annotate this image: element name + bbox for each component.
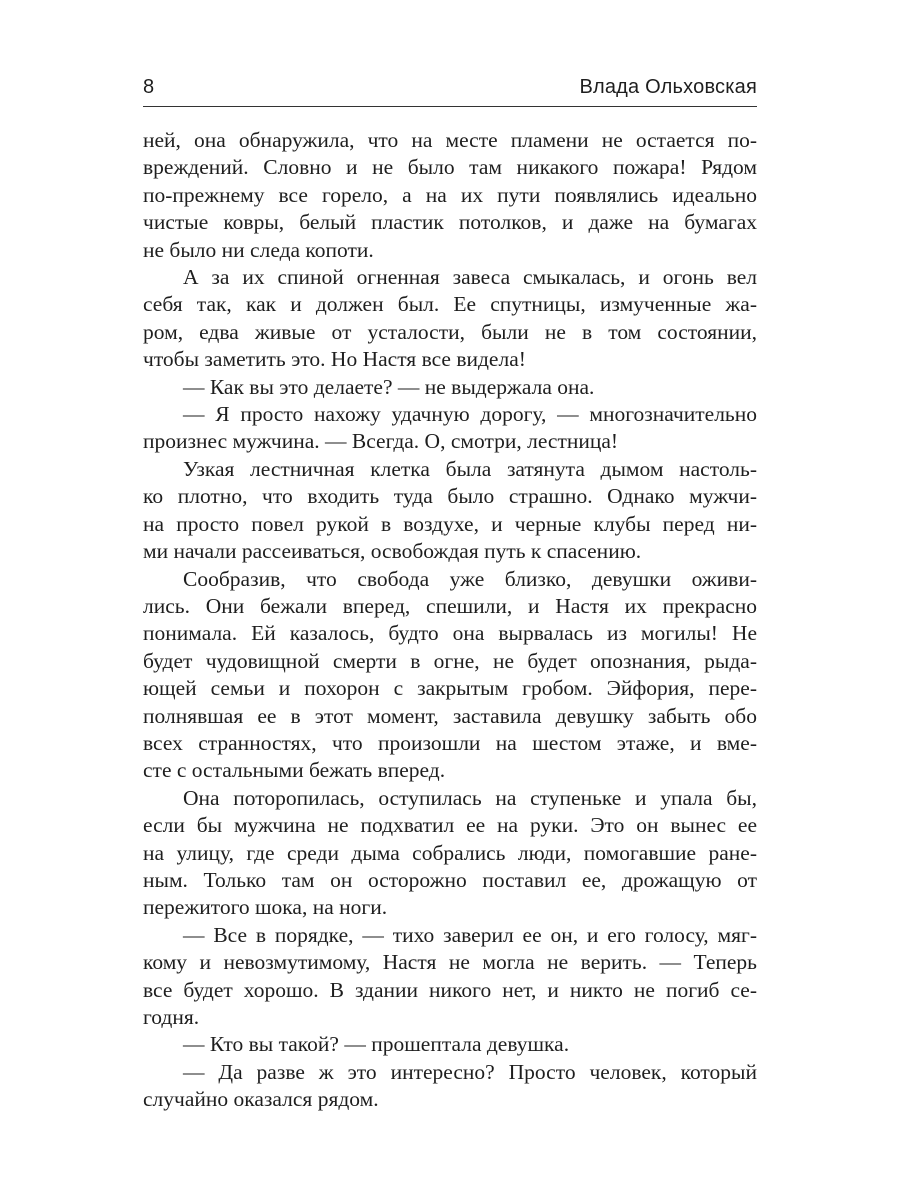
- text-line: пережитого шока, на ноги.: [143, 895, 388, 920]
- text-line: на улицу, где среди дыма собрались люди, помогавшие ране-: [143, 840, 757, 865]
- text-line: сте с остальными бежать вперед.: [143, 758, 446, 783]
- text-line: на просто повел рукой в воздухе, и черные клубы перед ни-: [143, 511, 757, 536]
- header-rule: [143, 106, 757, 107]
- text-line: — Да разве ж это интересно? Просто человек, который: [183, 1059, 757, 1084]
- text-line: случайно оказался рядом.: [143, 1087, 379, 1112]
- text-line: полнявшая ее в этот момент, заставила девушку забыть обо: [143, 703, 757, 728]
- text-line: понимала. Ей казалось, будто она вырвалась из могилы! Не: [143, 621, 757, 646]
- text-line: ко плотно, что входить туда было страшно. Однако мужчи-: [143, 484, 757, 509]
- text-line: Она поторопилась, оступилась на ступеньке и упала бы,: [183, 785, 757, 810]
- text-line: себя так, как и должен был. Ее спутницы, измученные жа-: [143, 292, 757, 317]
- text-line: чистые ковры, белый пластик потолков, и даже на бумагах: [143, 210, 757, 235]
- text-line: годня.: [143, 1005, 200, 1029]
- text-line: вреждений. Словно и не было там никакого пожара! Рядом: [143, 155, 757, 180]
- text-line: Сообразив, что свобода уже близко, девушки оживи-: [183, 566, 757, 591]
- text-line: кому и невозмутимому, Настя не могла не верить. — Теперь: [143, 950, 757, 975]
- text-line: чтобы заметить это. Но Настя все видела!: [143, 347, 526, 372]
- text-line: — Кто вы такой? — прошептала девушка.: [183, 1032, 570, 1057]
- text-line: ющей семьи и похорон с закрытым гробом. Эйфория, пере-: [143, 676, 757, 701]
- body-text: [143, 127, 757, 1114]
- text-line: А за их спиной огненная завеса смыкалась, и огонь вел: [183, 265, 757, 290]
- text-line: ней, она обнаружила, что на месте пламени не остается по-: [143, 128, 757, 152]
- text-line: не было ни следа копоти.: [143, 237, 374, 262]
- text-line: лись. Они бежали вперед, спешили, и Настя их прекрасно: [143, 593, 757, 618]
- text-line: ми начали рассеиваться, освобождая путь к спасению.: [143, 539, 642, 564]
- text-line: Узкая лестничная клетка была затянута дымом настоль-: [183, 456, 757, 481]
- author-name: Влада Ольховская: [579, 76, 757, 98]
- text-line: — Как вы это делаете? — не выдержала она.: [183, 374, 595, 399]
- page-number: 8: [143, 76, 155, 98]
- running-head: [143, 76, 757, 104]
- text-line: все будет хорошо. В здании никого нет, и никто не погиб се-: [143, 977, 757, 1002]
- text-line: — Я просто нахожу удачную дорогу, — многозначительно: [183, 402, 757, 427]
- text-line: будет чудовищной смерти в огне, не будет опознания, рыда-: [143, 648, 757, 673]
- text-line: если бы мужчина не подхватил ее на руки. Это он вынес ее: [143, 813, 757, 838]
- text-line: ром, едва живые от усталости, были не в том состоянии,: [143, 319, 757, 344]
- text-line: ным. Только там он осторожно поставил ее, дрожащую от: [143, 867, 757, 892]
- text-line: — Все в порядке, — тихо заверил ее он, и его голосу, мяг-: [183, 922, 757, 947]
- text-line: всех странностях, что произошли на шестом этаже, и вме-: [143, 730, 757, 755]
- text-line: произнес мужчина. — Всегда. О, смотри, лестница!: [143, 429, 619, 454]
- text-line: по-прежнему все горело, а на их пути появлялись идеально: [143, 182, 757, 207]
